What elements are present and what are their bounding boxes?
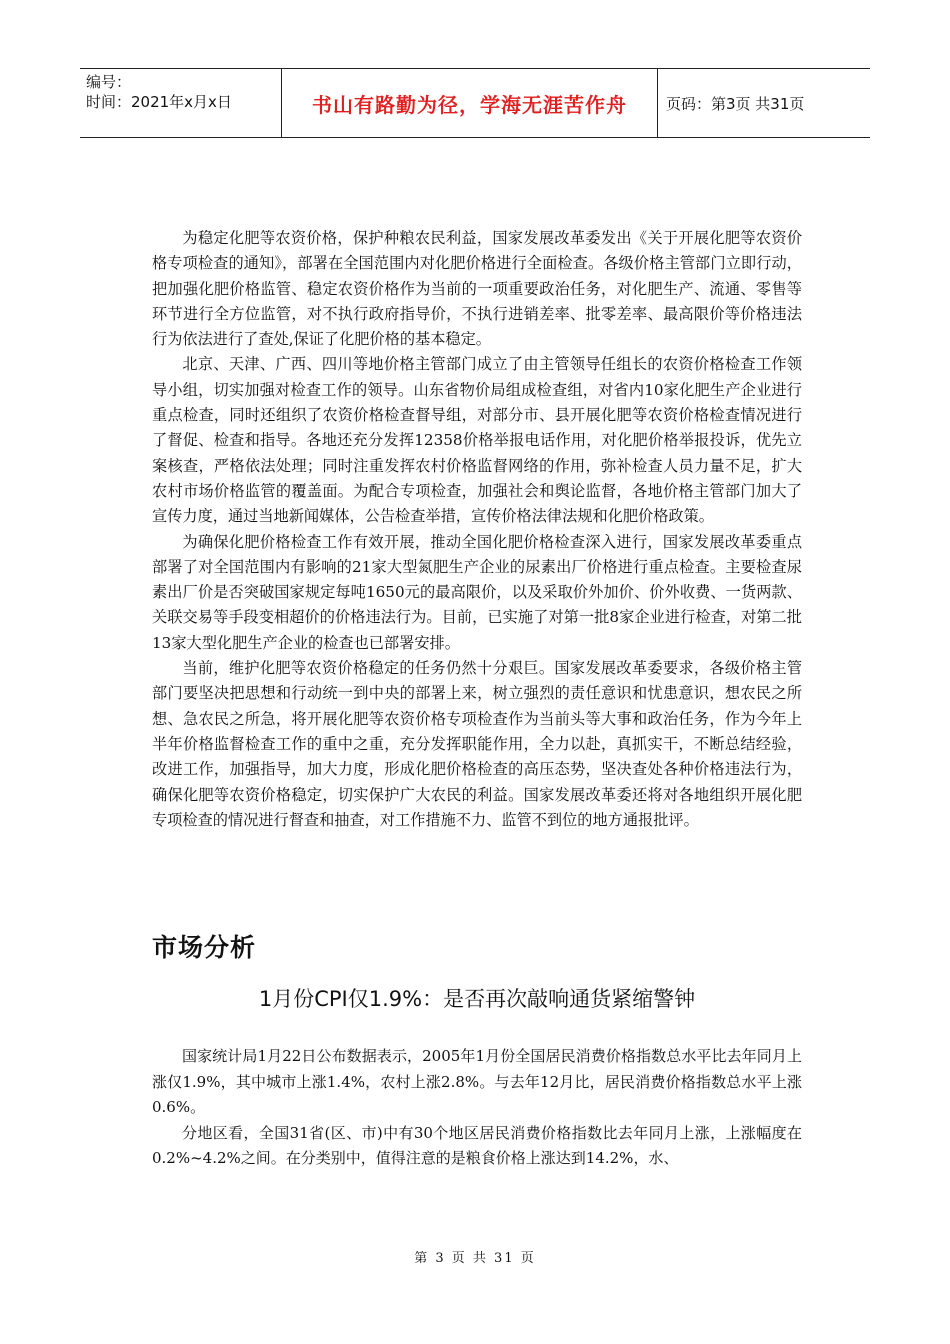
article-body xyxy=(152,1044,802,1172)
header-motto: 书山有路勤为径，学海无涯苦作舟 xyxy=(282,69,658,137)
main-body xyxy=(152,226,802,833)
article-paragraph: 国家统计局1月22日公布数据表示，2005年1月份全国居民消费价格指数总水平比去年同月上涨仅1.9%，其中城市上涨1.4%，农村上涨2.8%。与去年12月比，居民消费价格指数总水平上涨0.6%。 xyxy=(152,1047,802,1116)
paragraph: 北京、天津、广西、四川等地价格主管部门成立了由主管领导任组长的农资价格检查工作领导小组，切实加强对检查工作的领导。山东省物价局组成检查组，对省内10家化肥生产企业进行重点检查，同时还组织了农资价格检查督导组，对部分市、县开展化肥等农资价格检查情况进行了督促、检查和指导。各地还充分发挥12358价格举报电话作用，对化肥价格举报投诉，优先立案核查，严格依法处理；同时注重发挥农村价格监督网络的作用，弥补检查人员力量不足，扩大农村市场价格监管的覆盖面。为配合专项检查，加强社会和舆论监督，各地价格主管部门加大了宣传力度，通过当地新闻媒体，公告检查举措，宣传价格法律法规和化肥价格政策。 xyxy=(152,355,802,526)
document-header xyxy=(80,68,870,138)
article-title: 1月份CPI仅1.9%：是否再次敲响通货紧缩警钟 xyxy=(258,987,696,1011)
article-paragraph: 分地区看，全国31省(区、市)中有30个地区居民消费价格指数比去年同月上涨，上涨幅度在0.2%~4.2%之间。在分类别中，值得注意的是粮食价格上涨达到14.2%，水、 xyxy=(152,1123,802,1167)
paragraph: 当前，维护化肥等农资价格稳定的任务仍然十分艰巨。国家发展改革委要求，各级价格主管部门要坚决把思想和行动统一到中央的部署上来，树立强烈的责任意识和忧患意识，想农民之所想、急农民之所急，将开展化肥等农资价格专项检查作为当前头等大事和政治任务，作为今年上半年价格监督检查工作的重中之重，充分发挥职能作用，全力以赴，真抓实干，不断总结经验，改进工作，加强指导，加大力度，形成化肥价格检查的高压态势，坚决查处各种价格违法行为，确保化肥等农资价格稳定，切实保护广大农民的利益。国家发展改革委还将对各地组织开展化肥专项检查的情况进行督查和抽查，对工作措施不力、监管不到位的地方通报批评。 xyxy=(152,659,802,829)
page-footer: 第 3 页 共 31 页 xyxy=(414,1251,536,1266)
number-label: 编号： xyxy=(86,73,132,91)
section-heading: 市场分析 xyxy=(152,933,257,962)
header-page-info: 页码：第3页 共31页 xyxy=(666,94,805,113)
time-label: 时间：2021年x月x日 xyxy=(86,93,232,111)
paragraph: 为确保化肥价格检查工作有效开展，推动全国化肥价格检查深入进行，国家发展改革委重点部署了对全国范围内有影响的21家大型氮肥生产企业的尿素出厂价格进行重点检查。主要检查尿素出厂价是否突破国家规定每吨1650元的最高限价，以及采取价外加价、价外收费、一货两款、关联交易等手段变相超价的价格违法行为。目前，已实施了对第一批8家企业进行检查，对第二批13家大型化肥生产企业的检查也已部署安排。 xyxy=(152,532,802,652)
paragraph: 为稳定化肥等农资价格，保护种粮农民利益，国家发展改革委发出《关于开展化肥等农资价格专项检查的通知》，部署在全国范围内对化肥价格进行全面检查。各级价格主管部门立即行动，把加强化肥价格监管、稳定农资价格作为当前的一项重要政治任务，对化肥生产、流通、零售等环节进行全方位监管，对不执行政府指导价，不执行进销差率、批零差率、最高限价等价格违法行为依法进行了查处,保证了化肥价格的基本稳定。 xyxy=(152,229,802,349)
header-meta xyxy=(80,69,282,137)
